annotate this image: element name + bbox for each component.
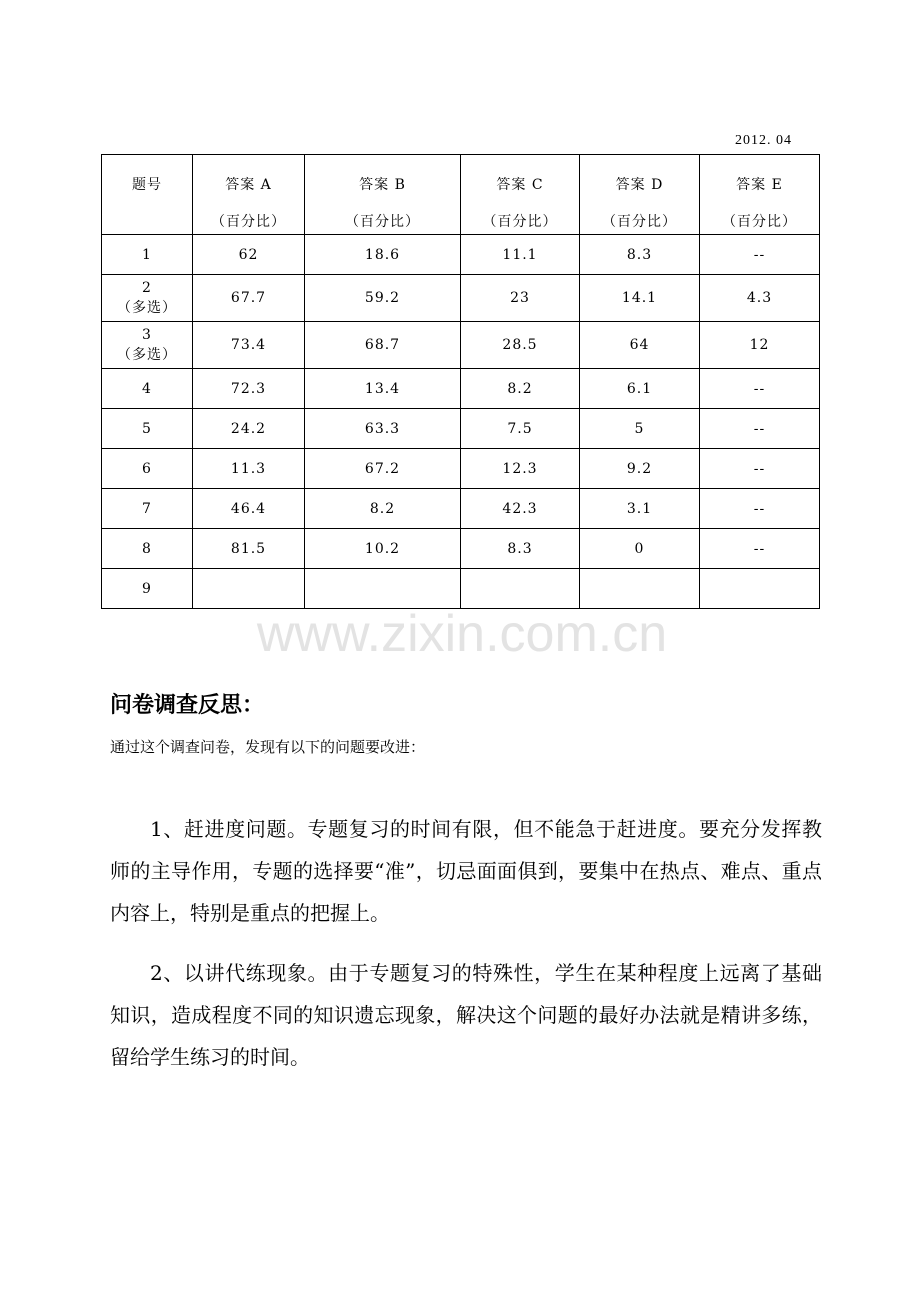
- answer-e-cell: --: [700, 529, 820, 569]
- answer-c-cell: [461, 569, 580, 609]
- answer-d-cell: 14.1: [580, 275, 700, 322]
- answer-e-cell: --: [700, 409, 820, 449]
- table-row: [102, 529, 820, 569]
- answer-a-cell: 11.3: [193, 449, 305, 489]
- reflection-paragraph: 2、以讲代练现象。由于专题复习的特殊性，学生在某种程度上远离了基础知识，造成程度不同的知识遗忘现象，解决这个问题的最好办法就是精讲多练，留给学生练习的时间。: [110, 961, 822, 1069]
- header-label: 答案 E: [736, 177, 783, 193]
- header-label: 答案 D: [615, 177, 664, 193]
- answer-c-cell: 12.3: [461, 449, 580, 489]
- answer-e-cell: 4.3: [700, 275, 820, 322]
- question-number-cell: 4: [102, 369, 193, 409]
- table-header-row: [102, 155, 820, 235]
- answer-e-cell: --: [700, 369, 820, 409]
- answer-b-cell: 59.2: [305, 275, 461, 322]
- answer-e-cell: --: [700, 449, 820, 489]
- answer-c-cell: 42.3: [461, 489, 580, 529]
- header-answer-d: [580, 155, 700, 235]
- answer-a-cell: 81.5: [193, 529, 305, 569]
- table-row: [102, 489, 820, 529]
- answer-a-cell: 72.3: [193, 369, 305, 409]
- answer-d-cell: 0: [580, 529, 700, 569]
- answer-d-cell: [580, 569, 700, 609]
- answer-a-cell: 46.4: [193, 489, 305, 529]
- answer-b-cell: 68.7: [305, 322, 461, 369]
- answer-b-cell: 63.3: [305, 409, 461, 449]
- answer-d-cell: 5: [580, 409, 700, 449]
- header-answer-e: [700, 155, 820, 235]
- answer-c-cell: 7.5: [461, 409, 580, 449]
- question-number-cell: 8: [102, 529, 193, 569]
- table-row: [102, 235, 820, 275]
- answer-b-cell: [305, 569, 461, 609]
- answer-a-cell: [193, 569, 305, 609]
- answer-b-cell: 8.2: [305, 489, 461, 529]
- answer-d-cell: 8.3: [580, 235, 700, 275]
- answer-d-cell: 9.2: [580, 449, 700, 489]
- reflection-intro: 通过这个调查问卷，发现有以下的问题要改进：: [110, 738, 426, 756]
- header-question-number: [102, 155, 193, 235]
- reflection-title: 问卷调查反思：: [110, 693, 265, 718]
- header-label: 答案 C: [496, 177, 544, 193]
- answer-c-cell: 23: [461, 275, 580, 322]
- answer-c-cell: 8.3: [461, 529, 580, 569]
- answer-c-cell: 11.1: [461, 235, 580, 275]
- header-answer-b: [305, 155, 461, 235]
- table-row: [102, 449, 820, 489]
- header-sublabel: （百分比）: [482, 214, 558, 230]
- multi-select-note: （多选）: [117, 300, 177, 316]
- header-answer-a: [193, 155, 305, 235]
- question-number-cell: [102, 322, 193, 369]
- question-number-cell: 1: [102, 235, 193, 275]
- table-row: [102, 569, 820, 609]
- answer-c-cell: 8.2: [461, 369, 580, 409]
- header-label: 答案 A: [225, 177, 272, 193]
- answer-a-cell: 67.7: [193, 275, 305, 322]
- answer-d-cell: 3.1: [580, 489, 700, 529]
- survey-date: 2012. 04: [735, 133, 792, 148]
- question-number-cell: 7: [102, 489, 193, 529]
- answer-b-cell: 18.6: [305, 235, 461, 275]
- header-sublabel: （百分比）: [211, 214, 286, 230]
- header-sublabel: （百分比）: [345, 214, 420, 230]
- answer-c-cell: 28.5: [461, 322, 580, 369]
- question-number: 3: [142, 327, 152, 343]
- table-row: [102, 369, 820, 409]
- answer-e-cell: --: [700, 235, 820, 275]
- answer-a-cell: 62: [193, 235, 305, 275]
- reflection-paragraph: 1、赶进度问题。专题复习的时间有限，但不能急于赶进度。要充分发挥教师的主导作用，专题的选择要“准”，切忌面面俱到，要集中在热点、难点、重点内容上，特别是重点的把握上。: [110, 817, 822, 925]
- question-number-cell: 5: [102, 409, 193, 449]
- question-number-cell: 9: [102, 569, 193, 609]
- multi-select-note: （多选）: [117, 347, 177, 363]
- answer-a-cell: 73.4: [193, 322, 305, 369]
- watermark: www.zixin.com.cn: [256, 605, 668, 663]
- table-row: [102, 409, 820, 449]
- question-number-cell: [102, 275, 193, 322]
- table-row: [102, 322, 820, 369]
- answer-b-cell: 67.2: [305, 449, 461, 489]
- answer-d-cell: 6.1: [580, 369, 700, 409]
- header-label: 答案 B: [359, 177, 406, 193]
- header-sublabel: （百分比）: [722, 214, 797, 230]
- question-number-cell: 6: [102, 449, 193, 489]
- answer-e-cell: [700, 569, 820, 609]
- question-number: 2: [142, 280, 152, 296]
- answer-b-cell: 10.2: [305, 529, 461, 569]
- answer-b-cell: 13.4: [305, 369, 461, 409]
- table-row: [102, 275, 820, 322]
- header-label: 题号: [132, 177, 162, 193]
- answer-a-cell: 24.2: [193, 409, 305, 449]
- header-answer-c: [461, 155, 580, 235]
- answer-d-cell: 64: [580, 322, 700, 369]
- header-sublabel: （百分比）: [602, 214, 677, 230]
- answer-e-cell: --: [700, 489, 820, 529]
- answer-e-cell: 12: [700, 322, 820, 369]
- survey-results-table: [101, 154, 820, 609]
